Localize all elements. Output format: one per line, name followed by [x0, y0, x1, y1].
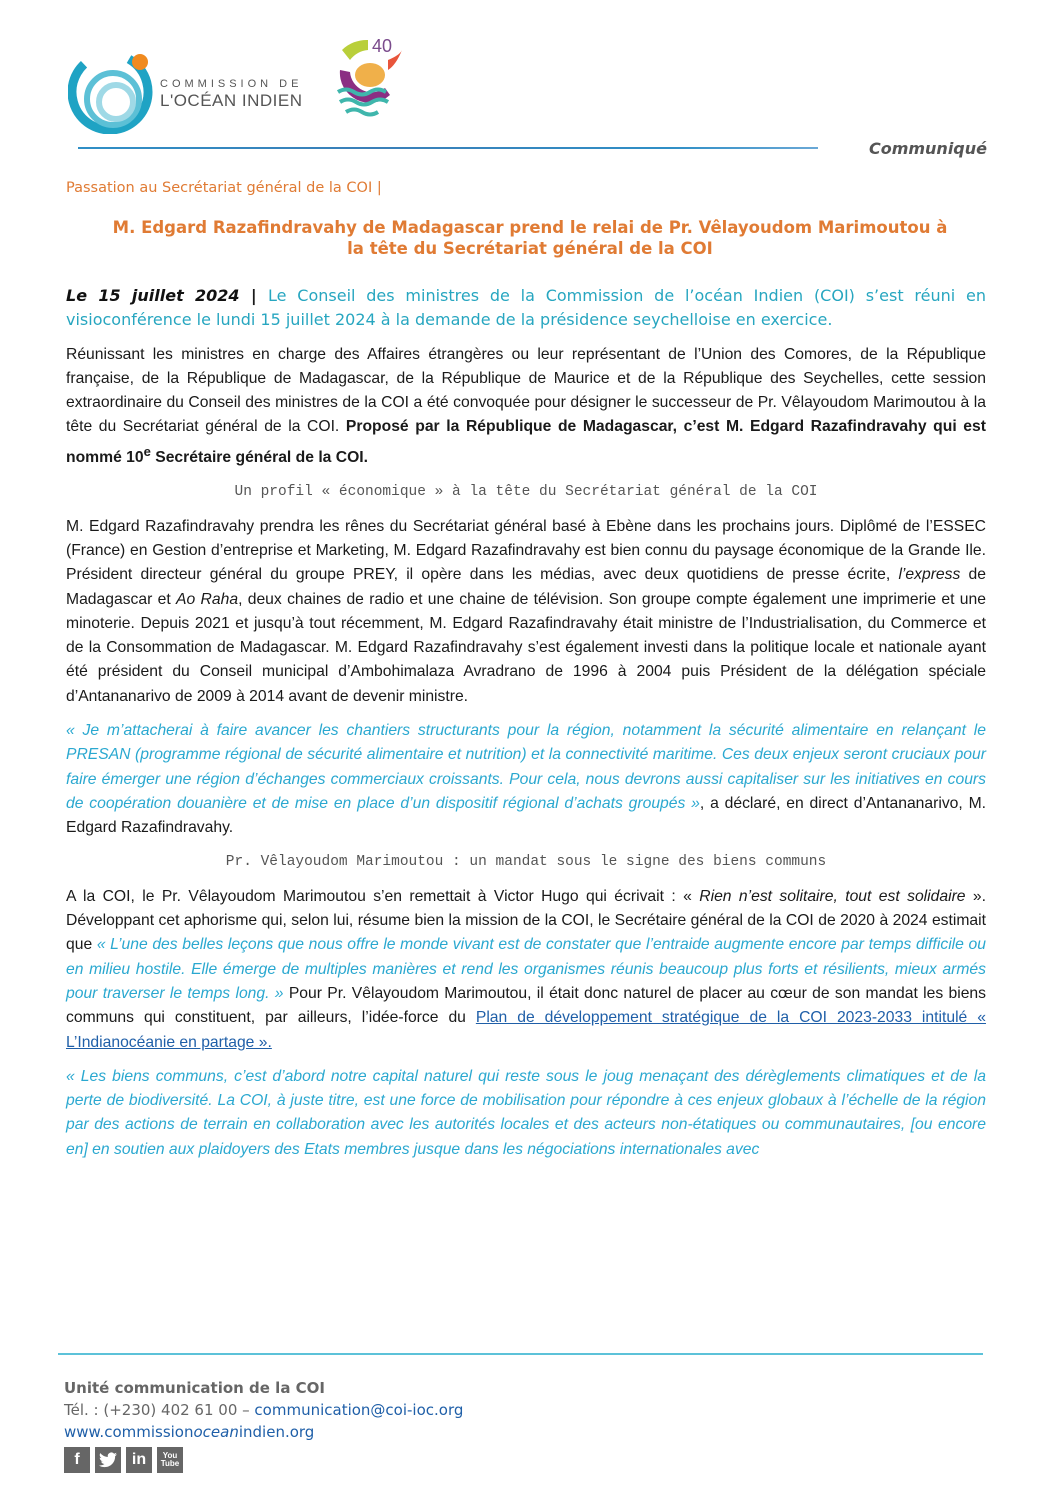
paragraph-profile — [66, 515, 986, 709]
paragraph-mandate — [66, 885, 986, 1055]
newspaper-name-2: Ao Raha — [176, 590, 239, 608]
newspaper-name-1: l’express — [898, 566, 961, 584]
email-link[interactable]: communication@coi-ioc.org — [254, 1401, 464, 1419]
ordinal-sup: e — [143, 443, 151, 459]
header-divider — [78, 147, 818, 149]
section-title-mandate: Pr. Vêlayoudom Marimoutou : un mandat sous le signe des biens communs — [225, 854, 827, 871]
footer-divider — [58, 1353, 983, 1355]
paragraph-quote-commons: « Les biens communs, c’est d’abord notre capital naturel qui reste sous le joug menaçant des dérèglements climatiques et de la perte de biodiversité. La COI, à juste titre, est une force de mobilisation pour répondre à ces enjeux globaux à l’échelle de la région par des actions de terrain en collaboration avec les autorités locales et des acteurs non-étatiques ou communautaires, [ou encore en] en soutien aux plaidoyers des Etats membres jusque dans les négociations internationales avec — [66, 1067, 986, 1158]
headline-line1: M. Edgard Razafindravahy de Madagascar prend le relai de Pr. Vêlayoudom Marimoutou à — [112, 218, 948, 237]
website-part-italic: ocean — [193, 1423, 239, 1441]
facebook-icon[interactable]: f — [64, 1447, 90, 1473]
hugo-quote: Rien n’est solitaire, tout est solidaire — [699, 887, 966, 905]
paragraph-quote-razafindravahy — [66, 719, 986, 840]
youtube-icon[interactable]: You Tube — [157, 1447, 183, 1473]
social-links — [64, 1447, 183, 1473]
para2-text-b: de Madagascar et — [66, 566, 986, 608]
linkedin-icon[interactable]: in — [126, 1447, 152, 1473]
lead-paragraph — [66, 284, 986, 333]
strategic-plan-link[interactable]: Plan de développement stratégique de la COI 2023-2033 intitulé « L’Indianocéanie en partage ». — [66, 1009, 986, 1051]
para4-text-c: Pour Pr. Vêlayoudom Marimoutou, il était donc naturel de placer au cœur de son mandat les biens communs qui constituent, par ailleurs, l’idée-force du — [66, 984, 986, 1027]
headline-line2: la tête du Secrétariat général de la COI — [347, 239, 713, 258]
org-name-line1: COMMISSION DE — [160, 78, 303, 90]
para1-text: Réunissant les ministres en charge des Affaires étrangères ou leur représentant de l’Union des Comores, de la République française, de la République de Madagascar, de la République de Maurice et de la République des Seychelles, cette session extraordinaire du Conseil des ministres de la COI a été convoquée pour désigner le successeur de Pr. Vêlayoudom Marimoutou à la tête du Secrétariat général de la COI. — [66, 345, 986, 436]
phone-number: Tél. : (+230) 402 61 00 – — [64, 1401, 255, 1419]
website-part-b: indien.org — [238, 1423, 315, 1441]
paragraph-appointment — [66, 343, 986, 471]
quote-razafindravahy: « Je m’attacherai à faire avancer les chantiers structurants pour la région, notamment la sécurité alimentaire en relançant le PRESAN (programme régional de sécurité alimentaire et nutrition) et la connectivité maritime. Ces deux enjeux seront cruciaux pour faire émerger une région d’échanges commerciaux croissants. Pour cela, nous devrons aussi capitaliser sur les initiatives en cours de coopération douanière et de mise en place d’un dispositif régional d’achats groupés » — [66, 721, 986, 812]
org-name-line2: L'OCÉAN INDIEN — [160, 91, 303, 110]
para2-text-c: , deux chaines de radio et une chaine de télévision. Son groupe compte également une imprimerie et une minoterie. Depuis 2021 et jusqu’à tout récemment, M. Edgard Razafindravahy était ministre de l’Industrialisation, du Commerce et de la Consommation de Madagascar. M. Edgard Razafindravahy s’est également investi dans la politique locale et nationale ayant été président du Conseil municipal d’Ambohimalaza Avradrano de 1996 à 2004 puis Président de la délégation spéciale d’Antananarivo de 2009 à 2014 avant de devenir ministre. — [66, 590, 986, 705]
svg-text:40: 40 — [372, 36, 393, 56]
para1-bold-end: Secrétaire général de la COI. — [150, 449, 369, 467]
headline — [60, 217, 1000, 259]
kicker: Passation au Secrétariat général de la COI | — [66, 180, 382, 196]
anniversary-40-logo-icon — [330, 30, 410, 125]
website-part-a: www.commission — [64, 1423, 194, 1441]
release-date: Le 15 juillet 2024 — [66, 286, 240, 305]
twitter-icon[interactable] — [95, 1447, 121, 1473]
coi-logo-icon — [68, 44, 168, 134]
press-release-body — [66, 284, 986, 1172]
para4-text-a: A la COI, le Pr. Vêlayoudom Marimoutou s’en remettait à Victor Hugo qui écrivait : « — [66, 887, 700, 905]
website-link[interactable] — [64, 1423, 314, 1441]
footer-contact — [64, 1377, 463, 1443]
para2-text-a: M. Edgard Razafindravahy prendra les rênes du Secrétariat général basé à Ebène dans les prochains jours. Diplômé de l’ESSEC (France) en Gestion d’entreprise et Marketing, M. Edgard Razafindravahy est bien connu du paysage économique de la Grande Ile. Président directeur général du groupe PREY, il opère dans les médias, avec deux quotidiens de presse écrite, — [66, 517, 986, 584]
para1-bold: Proposé par la République de Madagascar, c’est M. Edgard Razafindravahy qui est nommé 10 — [66, 418, 986, 467]
org-name — [160, 78, 303, 111]
lead-text: Le Conseil des ministres de la Commission de l’océan Indien (COI) s’est réuni en visioconférence le lundi 15 juillet 2024 à la demande de la présidence seychelloise en exercice. — [66, 286, 986, 330]
footer-phone-line — [64, 1399, 463, 1421]
section-title-profile: Un profil « économique » à la tête du Secrétariat général de la COI — [234, 484, 818, 501]
document-type-label: Communiqué — [868, 139, 987, 158]
quote-attribution: , a déclaré, en direct d’Antananarivo, M. Edgard Razafindravahy. — [66, 794, 987, 837]
quote-marimoutou: « L’une des belles leçons que nous offre le monde vivant est de constater que l’entraide augmente encore par temps difficile ou en milieu hostile. Elle émerge de multiples manières et rend les organismes réunis beaucoup plus forts et résilients, mieux armés pour traverser le temps long. » — [66, 936, 986, 1002]
para4-text-b: ». Développant cet aphorisme qui, selon lui, résume bien la mission de la COI, le Secrétaire général de la COI de 2020 à 2024 estimait que — [66, 887, 987, 954]
separator: | — [239, 286, 268, 305]
footer-unit-name: Unité communication de la COI — [64, 1379, 326, 1397]
